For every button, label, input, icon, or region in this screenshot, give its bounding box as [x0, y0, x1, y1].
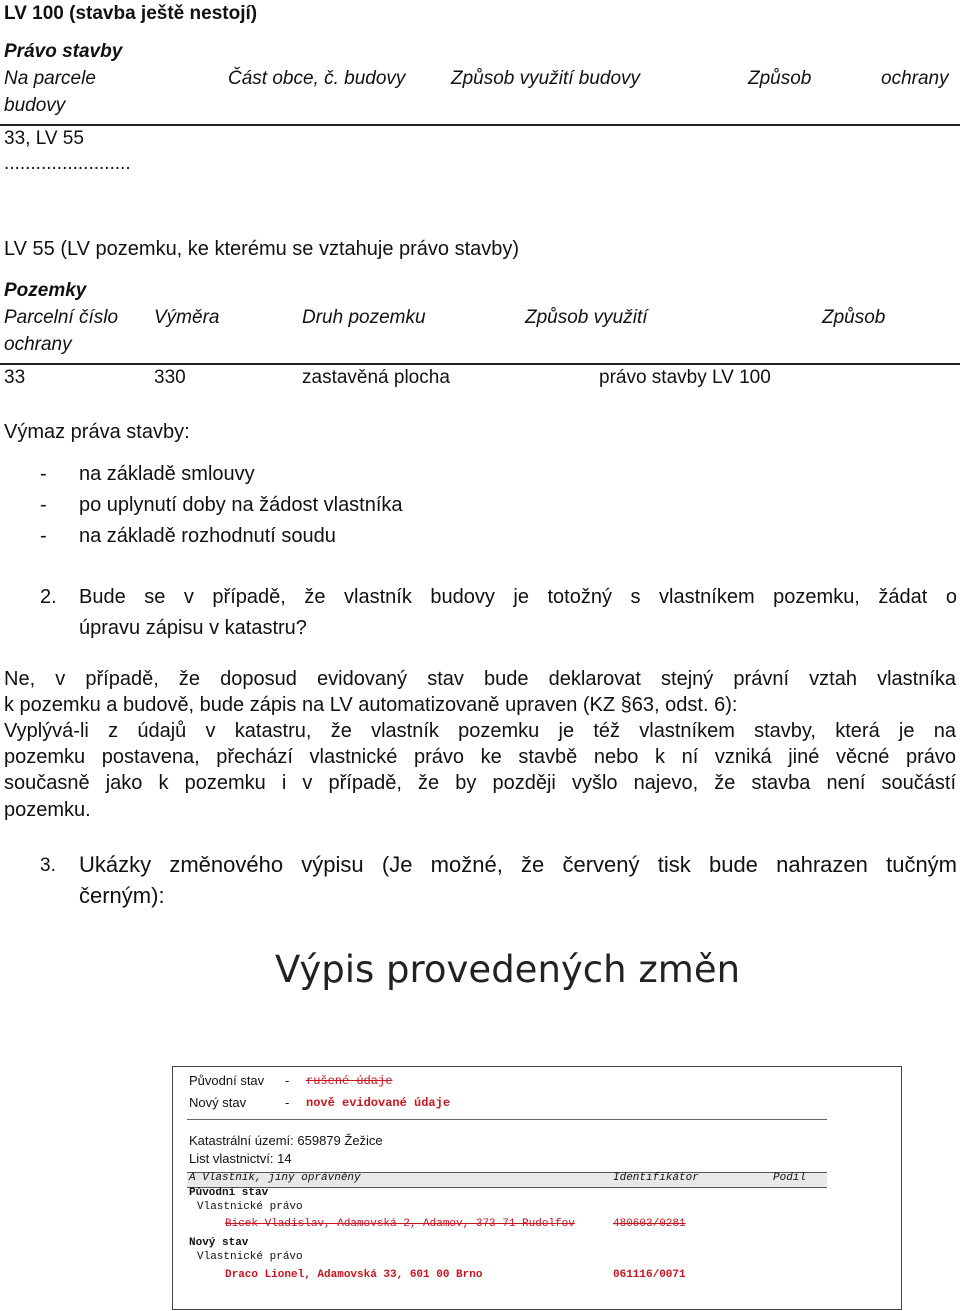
q2-line: Bude se v případě, že vlastník budovy je totožný s vlastníkem pozemku, žádat o [79, 586, 957, 608]
cadastral-area: Katastrální území: 659879 Žežice [189, 1133, 383, 1148]
lv55-heading: LV 55 (LV pozemku, ke kterému se vztahuje právo stavby) [4, 238, 520, 260]
legend-new-label: Nový stav [189, 1095, 247, 1110]
lv100-col-usage: Způsob využití budovy [451, 68, 641, 89]
bullet-dash: - [40, 525, 47, 547]
legend-separator: - [285, 1095, 290, 1110]
lv55-row-area: 330 [154, 367, 186, 388]
lv55-row-usage: právo stavby LV 100 [599, 367, 771, 388]
lv55-col-usage: Způsob využití [525, 307, 648, 328]
q3-number: 3. [40, 855, 56, 876]
q3-line: černým): [79, 883, 165, 908]
q3-line: Ukázky změnového výpisu (Je možné, že červený tisk bude nahrazen tučným [79, 852, 957, 877]
lv55-col-type: Druh pozemku [302, 307, 426, 328]
lv100-dots: ........................ [4, 153, 131, 174]
lv55-col-area: Výměra [154, 307, 220, 328]
legend-new-value: nově evidované údaje [306, 1096, 451, 1110]
answer-line: pozemku. [4, 799, 91, 821]
removal-item: na základě smlouvy [79, 463, 255, 485]
q2-number: 2. [40, 586, 57, 608]
change-excerpt-figure [172, 1066, 902, 1310]
lv100-col-part: Část obce, č. budovy [228, 68, 406, 89]
lv100-col-protection-2: ochrany [881, 68, 949, 89]
lv100-col-protection-1: Způsob [748, 68, 812, 89]
old-owner: Bicek Vladislav, Adamovská 2, Adamov, 373 71 Rudolfov [225, 1218, 575, 1230]
lv100-header-rule [0, 124, 960, 126]
figure-divider [187, 1119, 827, 1120]
answer-line: k pozemku a budově, bude zápis na LV automatizovaně upraven (KZ §63, odst. 6): [4, 694, 738, 716]
bullet-dash: - [40, 494, 47, 516]
legend-original-label: Původní stav [189, 1073, 265, 1088]
lv-number: List vlastnictví: 14 [189, 1151, 292, 1166]
answer-line: Ne, v případě, že doposud evidovaný stav bude deklarovat stejný právní vztah vlastníka [4, 668, 956, 690]
lv100-col-wrap: budovy [4, 95, 66, 116]
old-identifier: 480603/0281 [613, 1218, 686, 1230]
removal-heading: Výmaz práva stavby: [4, 421, 190, 443]
new-state-label: Nový stav [189, 1237, 249, 1249]
legend-original-value: rušené údaje [306, 1074, 393, 1088]
figure-title: Výpis provedených změn [275, 948, 741, 991]
q2-line: úpravu zápisu v katastru? [79, 617, 307, 639]
bullet-dash: - [40, 463, 47, 485]
lv55-row-parcel: 33 [4, 367, 26, 388]
lv55-row-type: zastavěná plocha [302, 367, 450, 388]
lv55-header-rule [0, 363, 960, 365]
removal-item: na základě rozhodnutí soudu [79, 525, 336, 547]
lv100-row-value: 33, LV 55 [4, 128, 84, 149]
lv100-col-parcel: Na parcele [4, 68, 96, 89]
new-identifier: 061116/0071 [613, 1269, 686, 1281]
removal-item: po uplynutí doby na žádost vlastníka [79, 494, 403, 516]
lv55-section-title: Pozemky [4, 280, 87, 301]
header-share: Podíl [773, 1172, 807, 1184]
answer-line: pozemku postavena, přechází vlastnické právo ke stavbě nebo k ní vzniká jiné věcné právo [4, 746, 956, 768]
header-identifier: Identifikátor [613, 1172, 699, 1184]
lv55-col-protection: Způsob [822, 307, 886, 328]
lv100-heading: LV 100 (stavba ještě nestojí) [4, 3, 258, 24]
lv55-col-wrap: ochrany [4, 334, 72, 355]
legend-separator: - [285, 1073, 290, 1088]
new-owner: Draco Lionel, Adamovská 33, 601 00 Brno [225, 1269, 483, 1281]
answer-line: současně jako k pozemku i v případě, že by později vyšlo najevo, že stavba není součástí [4, 772, 956, 794]
lv55-col-parcel: Parcelní číslo [4, 307, 119, 328]
original-state-label: Původní stav [189, 1187, 269, 1199]
header-owner: A Vlastník, jiný oprávněný [189, 1172, 361, 1184]
ownership-right-label: Vlastnické právo [197, 1251, 303, 1263]
lv100-section-title: Právo stavby [4, 41, 123, 62]
ownership-right-label: Vlastnické právo [197, 1201, 303, 1213]
answer-line: Vyplývá-li z údajů v katastru, že vlastník pozemku je též vlastníkem stavby, která je na [4, 720, 956, 742]
